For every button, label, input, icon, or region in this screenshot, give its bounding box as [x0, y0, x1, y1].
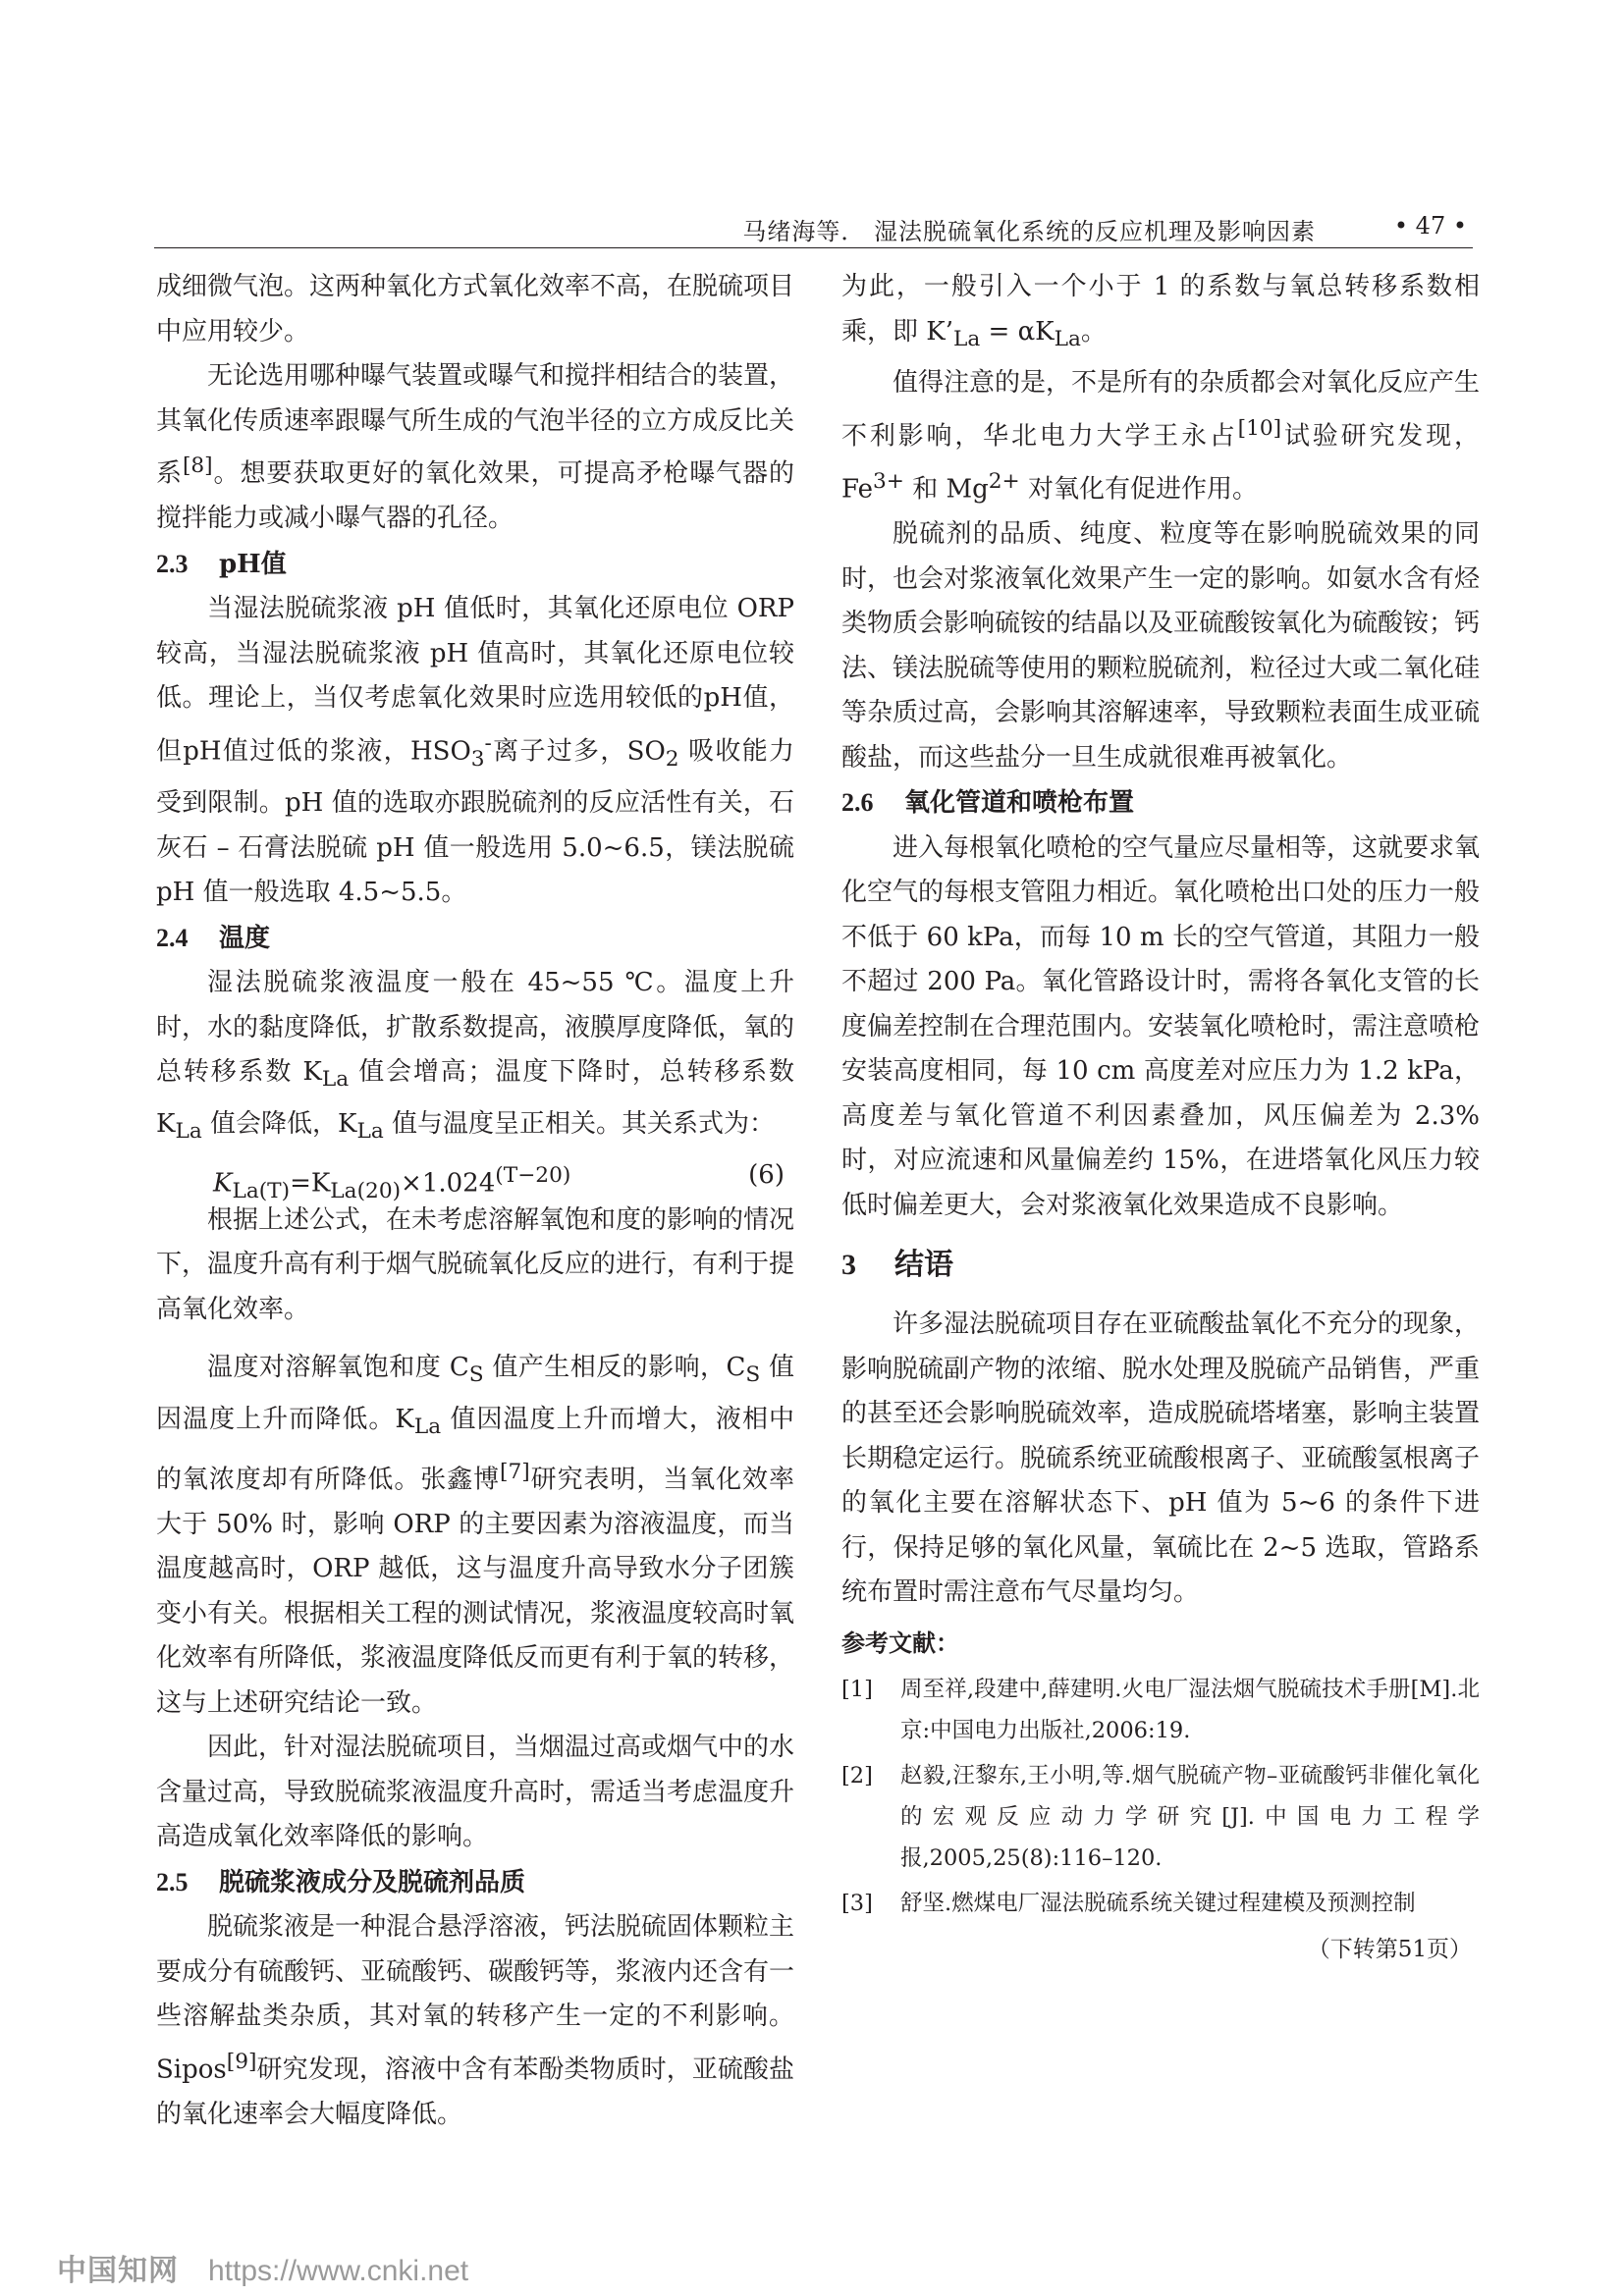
reference-text: 舒坚.燃煤电厂湿法脱硫系统关键过程建模及预测控制 [900, 1890, 1416, 1916]
paragraph: 当湿法脱硫浆液 pH 值低时，其氧化还原电位 ORP 较高，当湿法脱硫浆液 pH 值高时，其氧化还原电位较低。理论上，当仅考虑氧化效果时应选用较低的pH值，但pH值过低的浆液，$HSO_3^-$离子过多，$SO_2$ 吸收能力受到限制。pH 值的选取亦跟脱硫剂的反应活性有关，石灰石 – 石膏法脱硫 pH 值一般选用 5.0~6.5，镁法脱硫 pH 值一般选取 4.5~5.5。 [156, 594, 794, 907]
section-heading: 2.4 温度 [156, 923, 271, 953]
paragraph: 脱硫浆液是一种混合悬浮溶液，钙法脱硫固体颗粒主要成分有硫酸钙、亚硫酸钙、碳酸钙等，浆液内还含有一些溶解盐类杂质，其对氧的转移产生一定的不利影响。Sipos[9]研究发现，溶液中含有苯酚类物质时，亚硫酸盐的氧化速率会大幅度降低。 [156, 1912, 795, 2130]
page-number: • 47 • [1393, 212, 1467, 240]
paragraph: 因此，针对湿法脱硫项目，当烟温过高或烟气中的水含量过高，导致脱硫浆液温度升高时，需适当考虑温度升高造成氧化效率降低的影响。 [156, 1733, 795, 1852]
reference-number: [1] [841, 1676, 873, 1702]
citation[interactable]: [7] [500, 1459, 530, 1484]
paragraph: 温度对溶解氧饱和度 $C_S$ 值产生相反的影响，$C_S$ 值因温度上升而降低。$K_{La}$ 值因温度上升而增大，液相中的氧浓度却有所降低。张鑫博[7]研究表明，当氧化效率大于 50% 时，影响 ORP 的主要因素为溶液温度，而当温度越高时，ORP 越低，这与温度升高导致水分子团簇变小有关。根据相关工程的测试情况，浆液温度较高时氧化效率有所降低，浆液温度降低反而更有利于氧的转移，这与上述研究结论一致。 [156, 1353, 795, 1718]
reference-number: [3] [841, 1890, 873, 1916]
running-title: 马绪海等． 湿法脱硫氧化系统的反应机理及影响因素 [742, 218, 1316, 245]
paragraph: 值得注意的是，不是所有的杂质都会对氧化反应产生不利影响，华北电力大学王永占[10]试验研究发现，$Fe^{3+}$ 和 $Mg^{2+}$ 对氧化有促进作用。 [841, 368, 1481, 505]
watermark [57, 2246, 468, 2289]
paragraph: 许多湿法脱硫项目存在亚硫酸盐氧化不充分的现象，影响脱硫副产物的浓缩、脱水处理及脱硫产品销售，严重的甚至还会影响脱硫效率，造成脱硫塔堵塞，影响主装置长期稳定运行。脱硫系统亚硫酸根离子、亚硫酸氢根离子的氧化主要在溶解状态下、pH 值为 5~6 的条件下进行，保持足够的氧化风量，氧硫比在 2~5 选取，管路系统布置时需注意布气尽量均匀。 [841, 1309, 1481, 1607]
continued-note: （下转第51页） [1307, 1936, 1472, 1962]
paragraph: 脱硫剂的品质、纯度、粒度等在影响脱硫效果的同时，也会对浆液氧化效果产生一定的影响。如氨水含有烃类物质会影响硫铵的结晶以及亚硫酸铵氧化为硫酸铵；钙法、镁法脱硫等使用的颗粒脱硫剂，粒径过大或二氧化硅等杂质过高，会影响其溶解速率，导致颗粒表面生成亚硫酸盐，而这些盐分一旦生成就很难再被氧化。 [841, 519, 1481, 773]
paragraph: 无论选用哪种曝气装置或曝气和搅拌相结合的装置，其氧化传质速率跟曝气所生成的气泡半径的立方成反比关系[8]。想要获取更好的氧化效果，可提高矛枪曝气器的搅拌能力或减小曝气器的孔径。 [156, 361, 795, 534]
section-heading: 2.3 pH值 [156, 549, 287, 579]
section-heading: 3 结语 [841, 1248, 953, 1282]
citation[interactable]: [8] [182, 454, 213, 478]
paragraph: 湿法脱硫浆液温度一般在 45~55 ℃。温度上升时，水的黏度降低，扩散系数提高，液膜厚度降低，氧的总转移系数 $K_{La}$ 值会增高；温度下降时，总转移系数 $K_{La}$ 值会降低，$K_{La}$ 值与温度呈正相关。其关系式为： [156, 968, 795, 1144]
paragraph: 为此，一般引入一个小于 1 的系数与氧总转移系数相乘，即 $K’_{La} = \alpha K_{La}$。 [841, 272, 1480, 351]
reference-text: 周至祥,段建中,薛建明.火电厂湿法烟气脱硫技术手册[M].北京:中国电力出版社,2006:19. [900, 1676, 1480, 1743]
reference-number: [2] [841, 1762, 873, 1789]
running-header [154, 208, 1473, 248]
equation [156, 1153, 794, 1204]
paragraph: 根据上述公式，在未考虑溶解氧饱和度的影响的情况下，温度升高有利于烟气脱硫氧化反应的进行，有利于提高氧化效率。 [156, 1204, 795, 1324]
reference-item[interactable] [841, 1669, 1480, 1751]
reference-text: 赵毅,汪黎东,王小明,等.烟气脱硫产物–亚硫酸钙非催化氧化的宏观反应动力学研究[J].中国电力工程学报,2005,25(8):116–120. [900, 1762, 1480, 1871]
right-column [841, 265, 1480, 1971]
references-heading: 参考文献： [841, 1628, 959, 1657]
reference-item[interactable] [841, 1755, 1480, 1879]
citation[interactable]: [9] [226, 2049, 257, 2074]
left-column [156, 265, 794, 2138]
equation-number: (6) [748, 1160, 785, 1191]
citation[interactable]: [10] [1237, 415, 1282, 441]
reference-item[interactable] [841, 1883, 1480, 1924]
watermark-url[interactable]: https://www.cnki.net [208, 2255, 469, 2287]
section-heading: 2.5 脱硫浆液成分及脱硫剂品质 [156, 1867, 526, 1897]
paragraph: 进入每根氧化喷枪的空气量应尽量相等，这就要求氧化空气的每根支管阻力相近。氧化喷枪出口处的压力一般不低于 60 kPa，而每 10 m 长的空气管道，其阻力一般不超过 200 Pa。氧化管路设计时，需将各氧化支管的长度偏差控制在合理范围内。安装氧化喷枪时，需注意喷枪安装高度相同，每 10 cm 高度差对应压力为 1.2 kPa，高度差与氧化管道不利因素叠加，风压偏差为 2.3% 时，对应流速和风量偏差约 15%，在进塔氧化风压力较低时偏差更大，会对浆液氧化效果造成不良影响。 [841, 832, 1481, 1220]
equation-body: $K_{La(T)}=K_{La(20)}\times 1.024^{(T-20)}$ [213, 1163, 571, 1204]
paragraph: 成细微气泡。这两种氧化方式氧化效率不高，在脱硫项目中应用较少。 [156, 272, 795, 347]
watermark-logo-text: 中国知网 [57, 2255, 179, 2287]
section-heading: 2.6 氧化管道和喷枪布置 [841, 788, 1135, 818]
